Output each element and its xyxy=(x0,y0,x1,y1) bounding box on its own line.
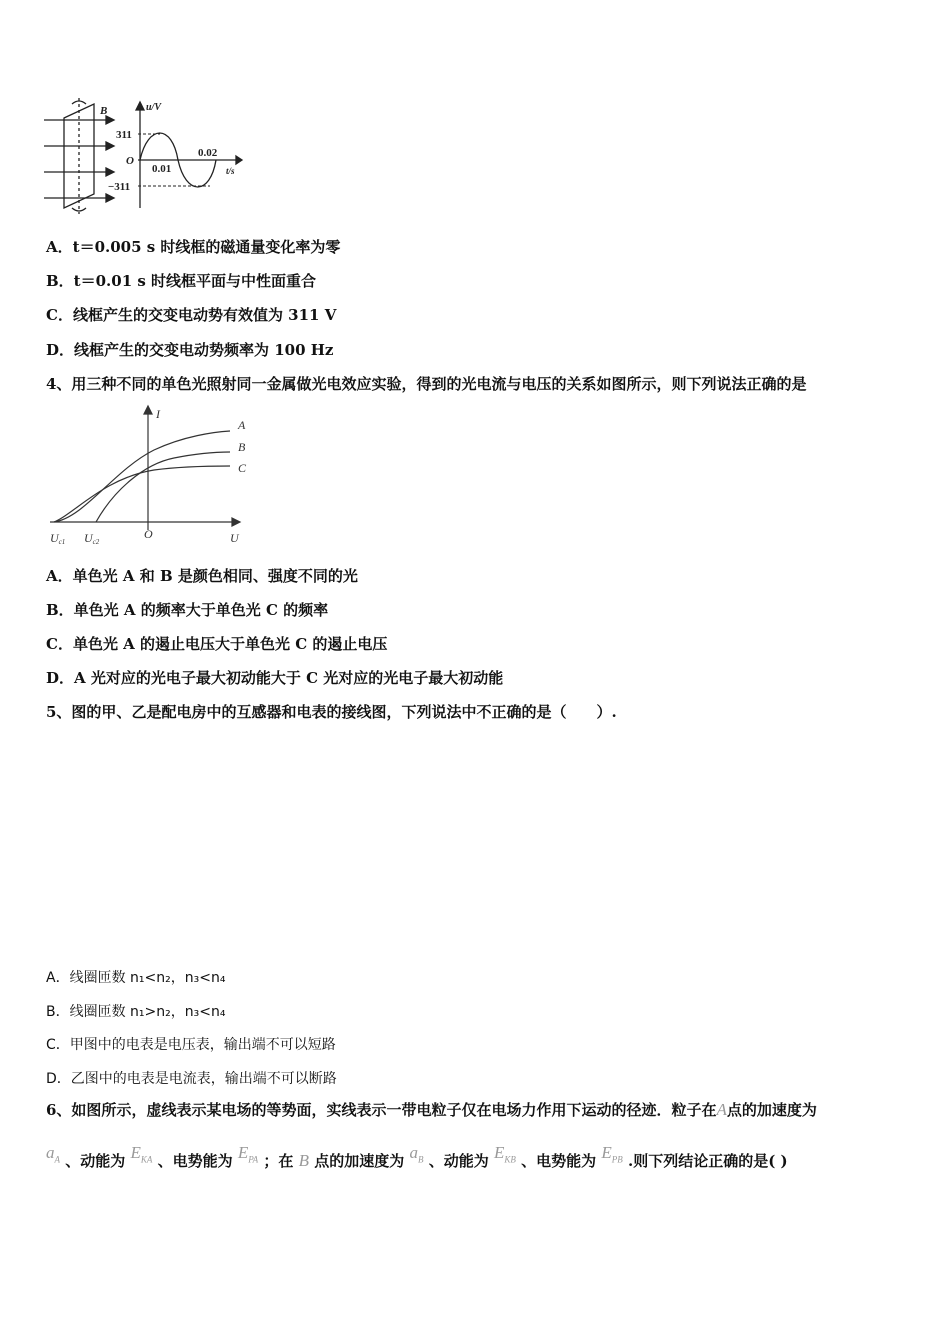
i-axis-label: I xyxy=(156,407,160,421)
q4-option-b: B．单色光 A 的频率大于单色光 C 的频率 xyxy=(46,601,329,619)
q4-option-d: D．A 光对应的光电子最大初动能大于 C 光对应的光电子最大初动能 xyxy=(46,669,504,687)
y-top-label: 311 xyxy=(116,129,132,141)
curve-b-label: B xyxy=(238,440,246,454)
q4-stem: 4、用三种不同的单色光照射同一金属做光电效应实验，得到的光电流与电压的关系如图所示，则下列说法正确的是 xyxy=(46,375,807,393)
curve-c xyxy=(54,466,230,522)
q4-option-a: A．单色光 A 和 B 是颜色相同、强度不同的光 xyxy=(46,567,358,585)
q6-stem: 6、如图所示，虚线表示某电场的等势面，实线表示一带电粒子仅在电场力作用下运动的径迹．粒子在A点的加速度为 xyxy=(46,1100,817,1119)
ek-b-symbol: $E_{KB}$ xyxy=(493,1143,516,1165)
origin-label: O xyxy=(144,527,153,541)
y-axis-label: u/V xyxy=(146,102,162,113)
q3-option-c: C．线框产生的交变电动势有效值为 311 V xyxy=(46,306,337,324)
b-field-label: B xyxy=(100,105,108,117)
q5-option-c: C．甲图中的电表是电压表，输出端不可以短路 xyxy=(46,1037,336,1053)
curve-b xyxy=(96,452,230,522)
origin-label: O xyxy=(126,155,134,167)
curve-a xyxy=(54,431,230,522)
photoelectric-iv-figure xyxy=(44,404,259,550)
q3-option-d: D．线框产生的交变电动势频率为 100 Hz xyxy=(46,341,334,359)
q5-stem: 5、图的甲、乙是配电房中的互感器和电表的接线图，下列说法中不正确的是（ ）. xyxy=(46,703,617,721)
point-a-symbol: A xyxy=(716,1100,727,1119)
q5-option-d: D．乙图中的电表是电流表，输出端不可以断路 xyxy=(46,1071,337,1087)
q3-option-b: B．t＝0.01 s 时线框平面与中性面重合 xyxy=(46,272,317,290)
ep-b-symbol: $E_{PB}$ xyxy=(601,1143,623,1165)
q5-option-b: B．线圈匝数 n₁>n₂，n₃<n₄ xyxy=(46,1004,226,1020)
curve-a-label: A xyxy=(238,418,246,432)
ep-a-symbol: $E_{PA}$ xyxy=(237,1143,259,1165)
q6-stem-continued: $a_A$ 、动能为 $E_{KA}$ 、电势能为 $E_{PA}$ ；在 B 点的加速度为 $a_B$ 、动能为 $E_{KB}$ 、电势能为 $E_{PB}$ .则下列结论正确的是( ) xyxy=(46,1143,788,1170)
coil-sine-figure xyxy=(40,98,245,216)
uc1-label: Uc1 xyxy=(50,531,66,546)
x-axis-label: t/s xyxy=(226,166,235,176)
q4-option-c: C．单色光 A 的遏止电压大于单色光 C 的遏止电压 xyxy=(46,635,388,653)
ek-a-symbol: $E_{KA}$ xyxy=(130,1143,153,1165)
y-bottom-label: −311 xyxy=(108,181,131,193)
point-b-symbol: B xyxy=(298,1151,309,1170)
uc2-label: Uc2 xyxy=(84,531,100,546)
t1-label: 0.01 xyxy=(152,163,172,175)
u-axis-label: U xyxy=(230,531,239,545)
t2-label: 0.02 xyxy=(198,147,218,159)
q5-option-a: A．线圈匝数 n₁<n₂，n₃<n₄ xyxy=(46,970,226,986)
curve-c-label: C xyxy=(238,461,247,475)
accel-a-symbol: $a_A$ xyxy=(46,1143,60,1165)
accel-b-symbol: $a_B$ xyxy=(409,1143,424,1165)
q3-option-a: A．t＝0.005 s 时线框的磁通量变化率为零 xyxy=(46,238,341,256)
